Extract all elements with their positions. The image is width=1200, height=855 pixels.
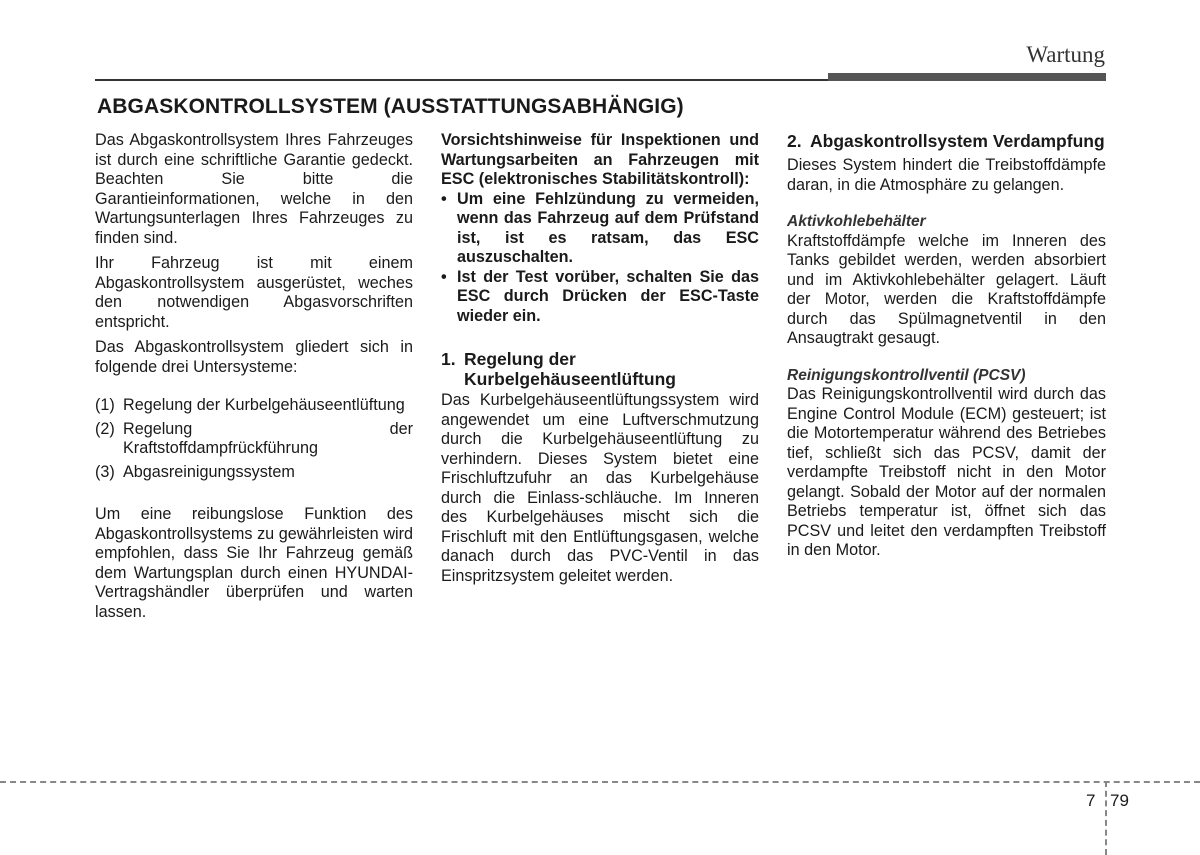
list-item: [95, 420, 413, 459]
section-number: 2.: [787, 131, 802, 151]
page-title: ABGASKONTROLLSYSTEM (AUSSTATTUNGSABHÄNGIG): [97, 95, 684, 118]
equipment-paragraph: Ihr Fahrzeug ist mit einem Abgaskontrollsystem ausgerüstet, weches den notwendigen Abgasvorschriften entspricht.: [95, 254, 413, 331]
list-number: (1): [95, 396, 115, 414]
column-1: [95, 131, 413, 622]
header-rule-accent: [828, 73, 1106, 81]
list-text: Regelung der Kurbelgehäuseentlüftung: [123, 396, 405, 414]
subheading-pcsv: Reinigungskontrollventil (PCSV): [787, 366, 1026, 384]
section-heading-evaporation: [787, 131, 1106, 151]
list-item: [95, 463, 413, 483]
bullet-text: Ist der Test vorüber, schalten Sie das ESC durch Drücken der ESC-Taste wieder ein.: [457, 267, 759, 325]
column-2: [441, 131, 759, 586]
page-number-divider: [1105, 781, 1107, 855]
column-3: [787, 131, 1106, 561]
caution-heading: Vorsichtshinweise für Inspektionen und Wartungsarbeiten an Fahrzeugen mit ESC (elektronisches Stabilitätskontroll):: [441, 131, 759, 188]
section-number: 1.: [441, 349, 456, 369]
bullet-text: Um eine Fehlzündung zu vermeiden, wenn das Fahrzeug auf dem Prüfstand ist, ist es ratsam, das ESC auszuschalten.: [457, 189, 759, 266]
list-number: (3): [95, 462, 115, 481]
maintenance-paragraph: Um eine reibungslose Funktion des Abgaskontrollsystems zu gewährleisten wird empfohlen, dass Sie Ihr Fahrzeug gemäß dem Wartungsplan durch einen HYUNDAI-Vertragshändler überprüfen und warten lassen.: [95, 505, 413, 621]
subsystem-list: [95, 396, 413, 482]
page-number: 79: [1110, 791, 1129, 810]
intro-paragraph: Das Abgaskontrollsystem Ihres Fahrzeuges ist durch eine schriftliche Garantie gedeckt. Beachten Sie bitte die Garantieinformationen, welche in den Wartungsunterlagen Ihres Fahrzeuges zu finden sind.: [95, 131, 413, 247]
list-number: (2): [95, 419, 115, 438]
caution-bullet: [441, 268, 759, 327]
footer-divider: [0, 781, 1200, 783]
subheading-canister: Aktivkohlebehälter: [787, 213, 926, 230]
list-text: Abgasreinigungssystem: [123, 462, 295, 481]
canister-paragraph: Kraftstoffdämpfe welche im Inneren des Tanks gebildet werden, werden absorbiert und im Aktivkohlebehälter gelagert. Läuft der Motor, werden die Kraftstoffdämpfe durch das Spülmagnetventil in den Ansaugtrakt gesaugt.: [787, 231, 1106, 347]
section-heading-crankcase: [441, 349, 759, 389]
header-rule: [95, 79, 830, 81]
section-header-title: Wartung: [1026, 42, 1105, 67]
evaporation-paragraph: Dieses System hindert die Treibstoffdämpfe daran, in die Atmosphäre zu gelangen.: [787, 156, 1106, 194]
chapter-number: 7: [1086, 791, 1096, 810]
section-title: Regelung der Kurbelgehäuseentlüftung: [464, 349, 676, 389]
list-text: Regelung der Kraftstoffdampfrückführung: [123, 419, 413, 457]
crankcase-paragraph: Das Kurbelgehäuseentlüftungssystem wird angewendet um eine Luftverschmutzung durch die Kurbelgehäuseentlüftung zu verhindern. Dieses System bietet eine Frischluftzufuhr an das Kurbelgehäuse durch die Einlass-schläuche. Im Inneren des Kurbelgehäuses mischt sich die Frischluft mit den Entlüftungsgasen, welche danach durch das PVC-Ventil in das Einspritzsystem geleitet werden.: [441, 391, 759, 585]
subsystems-intro: Das Abgaskontrollsystem gliedert sich in folgende drei Untersysteme:: [95, 338, 413, 376]
section-title: Abgaskontrollsystem Verdampfung: [810, 131, 1105, 151]
bullet-symbol: •: [441, 189, 447, 208]
list-item: [95, 396, 413, 416]
caution-bullet: [441, 190, 759, 268]
pcsv-paragraph: Das Reinigungskontrollventil wird durch das Engine Control Module (ECM) gesteuert; ist die Motortemperatur während des Betriebes tief, schließt sich das PCSV, damit der verdampfte Treibstoff nicht in den Motor gelangt. Sobald der Motor auf der normalen Betriebs temperatur ist, öffnet sich das PCSV und leitet den verdampften Treibstoff in den Motor.: [787, 385, 1106, 559]
bullet-symbol: •: [441, 267, 447, 286]
